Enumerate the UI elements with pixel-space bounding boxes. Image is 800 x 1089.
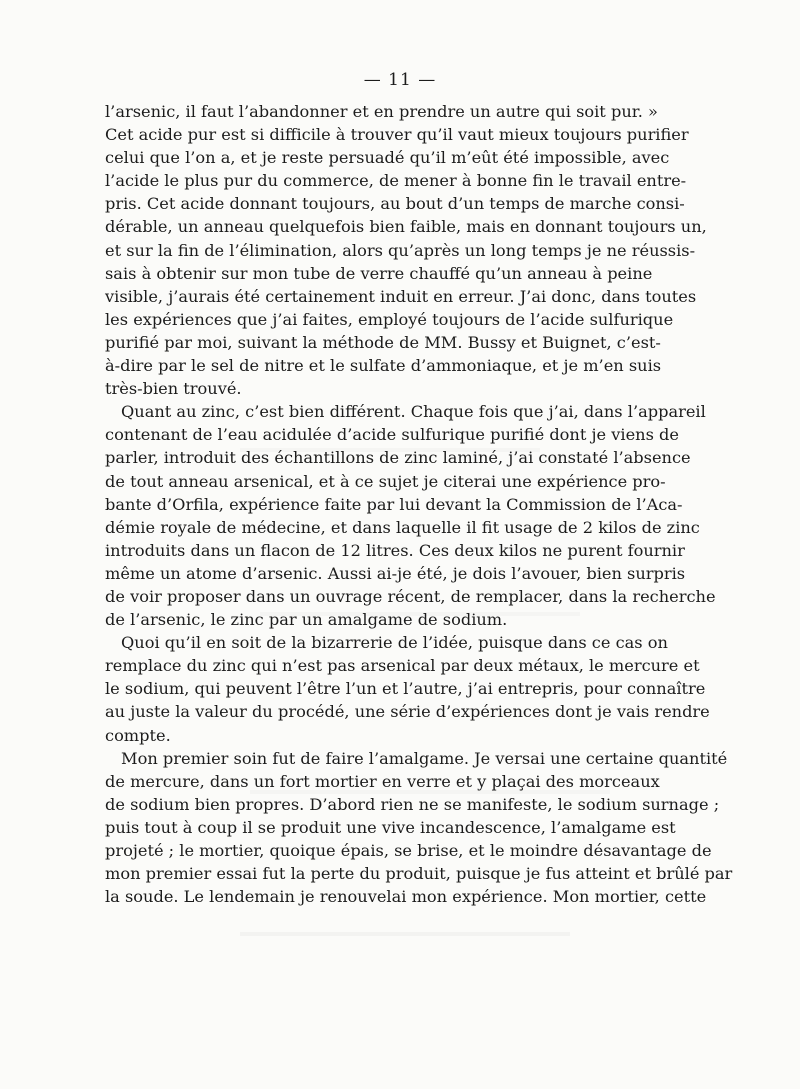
text-line: sais à obtenir sur mon tube de verre chauffé qu’un anneau à peine bbox=[105, 263, 653, 283]
text-line: introduits dans un flacon de 12 litres. Ces deux kilos ne purent fournir bbox=[105, 540, 685, 560]
text-line: visible, j’aurais été certainement induit en erreur. J’ai donc, dans toutes bbox=[105, 286, 697, 306]
body-text bbox=[105, 100, 733, 908]
text-line: mon premier essai fut la perte du produit, puisque je fus atteint et brûlé par bbox=[105, 864, 733, 884]
text-line: de voir proposer dans un ouvrage récent, de remplacer, dans la recherche bbox=[105, 586, 716, 606]
text-line: les expériences que j’ai faites, employé toujours de l’acide sulfurique bbox=[105, 309, 674, 329]
text-line: de tout anneau arsenical, et à ce sujet je citerai une expérience pro- bbox=[105, 471, 666, 491]
page-number: — 11 — bbox=[363, 70, 437, 90]
paragraph bbox=[105, 400, 716, 631]
text-line: contenant de l’eau acidulée d’acide sulfurique purifié dont je viens de bbox=[105, 425, 679, 445]
paragraph bbox=[105, 100, 707, 400]
text-line: parler, introduit des échantillons de zinc laminé, j’ai constaté l’absence bbox=[105, 448, 691, 468]
text-line: Mon premier soin fut de faire l’amalgame. Je versai une certaine quantité bbox=[121, 748, 728, 768]
text-line: même un atome d’arsenic. Aussi ai-je été, je dois l’avouer, bien surpris bbox=[105, 563, 686, 583]
text-line: Cet acide pur est si difficile à trouver qu’il vaut mieux toujours purifier bbox=[105, 125, 689, 145]
text-line: le sodium, qui peuvent l’être l’un et l’autre, j’ai entrepris, pour connaître bbox=[105, 679, 706, 699]
text-line: compte. bbox=[105, 725, 171, 745]
text-line: de mercure, dans un fort mortier en verre et y plaçai des morceaux bbox=[105, 771, 660, 791]
text-line: de sodium bien propres. D’abord rien ne se manifeste, le sodium surnage ; bbox=[105, 794, 720, 814]
text-line: dérable, un anneau quelquefois bien faible, mais en donnant toujours un, bbox=[105, 217, 707, 237]
text-line: puis tout à coup il se produit une vive incandescence, l’amalgame est bbox=[105, 817, 676, 837]
text-line: remplace du zinc qui n’est pas arsenical par deux métaux, le mercure et bbox=[105, 656, 700, 676]
text-line: la soude. Le lendemain je renouvelai mon expérience. Mon mortier, cette bbox=[105, 887, 707, 907]
text-line: très-bien trouvé. bbox=[105, 379, 242, 399]
text-line: à-dire par le sel de nitre et le sulfate d’ammoniaque, et je m’en suis bbox=[105, 356, 662, 376]
text-line: l’arsenic, il faut l’abandonner et en prendre un autre qui soit pur. » bbox=[105, 102, 658, 121]
text-line: celui que l’on a, et je reste persuadé qu’il m’eût été impossible, avec bbox=[105, 148, 670, 168]
text-line: projeté ; le mortier, quoique épais, se brise, et le moindre désavantage de bbox=[105, 841, 712, 860]
paragraph bbox=[105, 747, 733, 909]
text-line: démie royale de médecine, et dans laquelle il fit usage de 2 kilos de zinc bbox=[105, 517, 700, 537]
text-line: purifié par moi, suivant la méthode de MM. Bussy et Buignet, c’est- bbox=[105, 332, 661, 352]
text-line: bante d’Orfila, expérience faite par lui devant la Commission de l’Aca- bbox=[105, 494, 683, 514]
text-line: et sur la fin de l’élimination, alors qu’après un long temps je ne réussis- bbox=[105, 240, 696, 260]
paragraph bbox=[105, 631, 710, 746]
text-line: de l’arsenic, le zinc par un amalgame de sodium. bbox=[105, 610, 508, 630]
text-line: Quoi qu’il en soit de la bizarrerie de l’idée, puisque dans ce cas on bbox=[121, 633, 668, 653]
text-line: au juste la valeur du procédé, une série d’expériences dont je vais rendre bbox=[105, 702, 710, 722]
text-line: pris. Cet acide donnant toujours, au bout d’un temps de marche consi- bbox=[105, 194, 685, 214]
text-line: l’acide le plus pur du commerce, de mener à bonne fin le travail entre- bbox=[105, 171, 687, 191]
text-line: Quant au zinc, c’est bien différent. Chaque fois que j’ai, dans l’appareil bbox=[121, 402, 706, 422]
